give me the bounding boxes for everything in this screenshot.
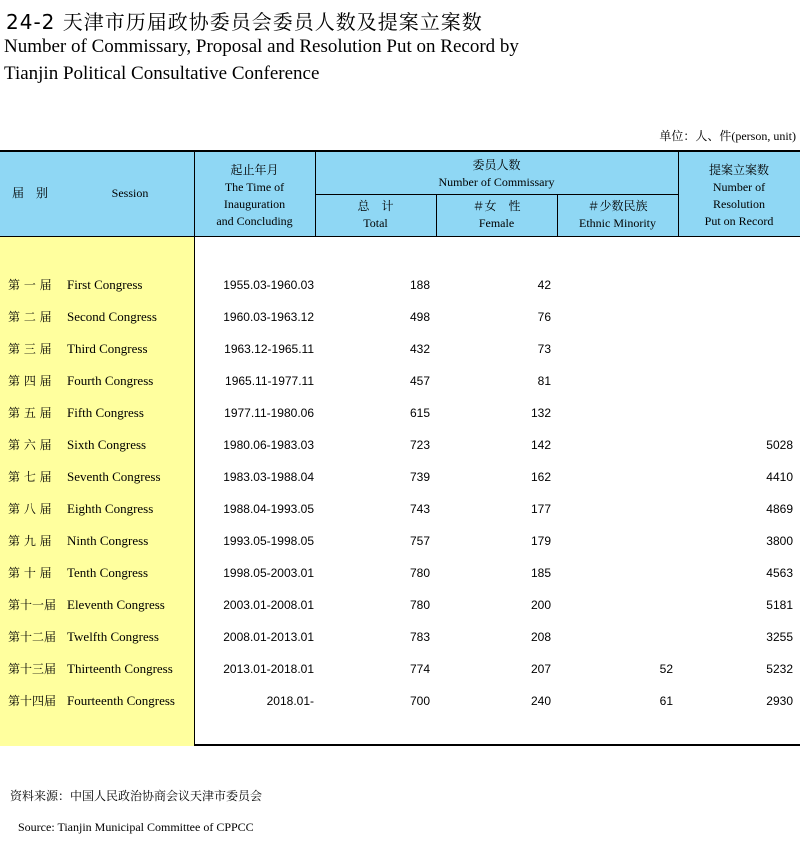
session-en-cell: Third Congress bbox=[67, 341, 148, 356]
total-cell: 498 bbox=[409, 310, 430, 324]
time-cell: 2008.01-2013.01 bbox=[223, 630, 314, 644]
header-ethnic: ＃少数民族 Ethnic Minority bbox=[579, 199, 656, 230]
session-en-cell: Fourteenth Congress bbox=[67, 693, 175, 708]
table-row bbox=[0, 269, 800, 301]
table-row bbox=[0, 429, 800, 461]
proposals-cell: 2930 bbox=[766, 694, 793, 708]
table-row bbox=[0, 525, 800, 557]
female-cell: 73 bbox=[537, 342, 551, 356]
page-title-en-line1: Number of Commissary, Proposal and Resolution Put on Record by bbox=[4, 36, 519, 57]
time-cell: 1977.11-1980.06 bbox=[224, 406, 314, 420]
header-session-cn: 届 别 bbox=[11, 186, 48, 200]
session-en-cell: Fourth Congress bbox=[67, 373, 154, 388]
time-cell: 1993.05-1998.05 bbox=[223, 534, 314, 548]
female-cell: 185 bbox=[530, 566, 551, 580]
time-cell: 1988.04-1993.05 bbox=[223, 502, 314, 516]
time-cell: 2003.01-2008.01 bbox=[223, 598, 314, 612]
proposals-cell: 4563 bbox=[766, 566, 793, 580]
session-en-cell: Sixth Congress bbox=[67, 437, 147, 452]
female-cell: 132 bbox=[530, 406, 551, 420]
proposals-cell: 3255 bbox=[766, 630, 793, 644]
female-cell: 177 bbox=[530, 502, 551, 516]
table-row bbox=[0, 653, 800, 685]
female-cell: 142 bbox=[530, 438, 551, 452]
page-title-cn: 24-2 天津市历届政协委员会委员人数及提案立案数 bbox=[6, 10, 483, 34]
proposals-cell: 5028 bbox=[766, 438, 793, 452]
table-row bbox=[0, 589, 800, 621]
proposals-cell: 3800 bbox=[766, 534, 793, 548]
time-cell: 1965.11-1977.11 bbox=[225, 374, 314, 388]
table-row bbox=[0, 493, 800, 525]
header-subdivider bbox=[315, 194, 678, 195]
session-en-cell: Ninth Congress bbox=[67, 533, 149, 548]
time-cell: 1963.12-1965.11 bbox=[224, 342, 314, 356]
session-cn-cell: 第十三届 bbox=[8, 662, 57, 676]
table-row bbox=[0, 461, 800, 493]
data-table bbox=[0, 150, 800, 746]
total-cell: 783 bbox=[409, 630, 430, 644]
total-cell: 780 bbox=[409, 598, 430, 612]
session-cn-cell: 第十四届 bbox=[8, 694, 57, 708]
total-cell: 743 bbox=[409, 502, 430, 516]
session-en-cell: Eighth Congress bbox=[67, 501, 154, 516]
session-cn-cell: 第 五 届 bbox=[8, 406, 52, 420]
total-cell: 432 bbox=[409, 342, 430, 356]
table-row bbox=[0, 397, 800, 429]
female-cell: 208 bbox=[530, 630, 551, 644]
session-en-cell: Seventh Congress bbox=[67, 469, 161, 484]
session-cn-cell: 第 十 届 bbox=[8, 566, 52, 580]
session-cn-cell: 第 六 届 bbox=[8, 438, 52, 452]
female-cell: 81 bbox=[537, 374, 551, 388]
proposals-cell: 5232 bbox=[766, 662, 793, 676]
unit-label bbox=[659, 127, 796, 144]
female-cell: 42 bbox=[537, 278, 551, 292]
source-en: Source: Tianjin Municipal Committee of CPPCC bbox=[18, 820, 254, 834]
proposals-cell: 5181 bbox=[766, 598, 793, 612]
unit-cn: 单位：人、件 bbox=[659, 129, 732, 143]
time-cell: 1980.06-1983.03 bbox=[223, 438, 314, 452]
time-cell: 1960.03-1963.12 bbox=[223, 310, 314, 324]
table-row bbox=[0, 557, 800, 589]
total-cell: 615 bbox=[409, 406, 430, 420]
session-en-cell: First Congress bbox=[67, 277, 143, 292]
unit-en: (person, unit) bbox=[731, 129, 796, 143]
session-cn-cell: 第 一 届 bbox=[8, 278, 52, 292]
table-row bbox=[0, 685, 800, 717]
female-cell: 200 bbox=[530, 598, 551, 612]
time-cell: 1998.05-2003.01 bbox=[223, 566, 314, 580]
header-female: ＃女 性 Female bbox=[472, 199, 521, 230]
session-en-cell: Tenth Congress bbox=[67, 565, 149, 580]
female-cell: 207 bbox=[530, 662, 551, 676]
session-cn-cell: 第十一届 bbox=[8, 598, 57, 612]
total-cell: 780 bbox=[409, 566, 430, 580]
session-en-cell: Thirteenth Congress bbox=[67, 661, 173, 676]
session-cn-cell: 第 九 届 bbox=[8, 534, 52, 548]
female-cell: 240 bbox=[530, 694, 551, 708]
header-proposals: 提案立案数 Number of Resolution Put on Record bbox=[704, 163, 774, 228]
table-row bbox=[0, 365, 800, 397]
session-cn-cell: 第 三 届 bbox=[8, 342, 52, 356]
page-title-en-line2: Tianjin Political Consultative Conference bbox=[4, 63, 320, 84]
total-cell: 774 bbox=[409, 662, 430, 676]
total-cell: 723 bbox=[409, 438, 430, 452]
session-cn-cell: 第十二届 bbox=[8, 630, 57, 644]
proposals-cell: 4410 bbox=[766, 470, 793, 484]
total-cell: 739 bbox=[409, 470, 430, 484]
header-total: 总 计 Total bbox=[357, 199, 394, 230]
session-cn-cell: 第 七 届 bbox=[8, 470, 52, 484]
session-en-cell: Second Congress bbox=[67, 309, 157, 324]
time-cell: 2013.01-2018.01 bbox=[223, 662, 314, 676]
session-cn-cell: 第 四 届 bbox=[8, 374, 52, 388]
session-en-cell: Eleventh Congress bbox=[67, 597, 165, 612]
female-cell: 76 bbox=[537, 310, 551, 324]
time-cell: 1955.03-1960.03 bbox=[223, 278, 314, 292]
source-cn: 资料来源：中国人民政治协商会议天津市委员会 bbox=[10, 789, 263, 803]
total-cell: 757 bbox=[409, 534, 430, 548]
ethnic-cell: 61 bbox=[659, 694, 673, 708]
female-cell: 179 bbox=[530, 534, 551, 548]
total-cell: 188 bbox=[409, 278, 430, 292]
time-cell: 2018.01- bbox=[266, 694, 314, 708]
proposals-cell: 4869 bbox=[766, 502, 793, 516]
header-session-en: Session bbox=[111, 186, 149, 200]
table-row bbox=[0, 621, 800, 653]
ethnic-cell: 52 bbox=[659, 662, 673, 676]
total-cell: 700 bbox=[409, 694, 430, 708]
header-time: 起止年月 The Time of Inauguration and Concluding bbox=[216, 163, 293, 228]
session-en-cell: Fifth Congress bbox=[67, 405, 144, 420]
total-cell: 457 bbox=[409, 374, 430, 388]
session-cn-cell: 第 八 届 bbox=[8, 502, 52, 516]
session-cn-cell: 第 二 届 bbox=[8, 310, 52, 324]
table-row bbox=[0, 333, 800, 365]
header-members: 委员人数 Number of Commissary bbox=[438, 158, 555, 189]
time-cell: 1983.03-1988.04 bbox=[223, 470, 314, 484]
session-en-cell: Twelfth Congress bbox=[67, 629, 159, 644]
female-cell: 162 bbox=[530, 470, 551, 484]
table-row bbox=[0, 301, 800, 333]
